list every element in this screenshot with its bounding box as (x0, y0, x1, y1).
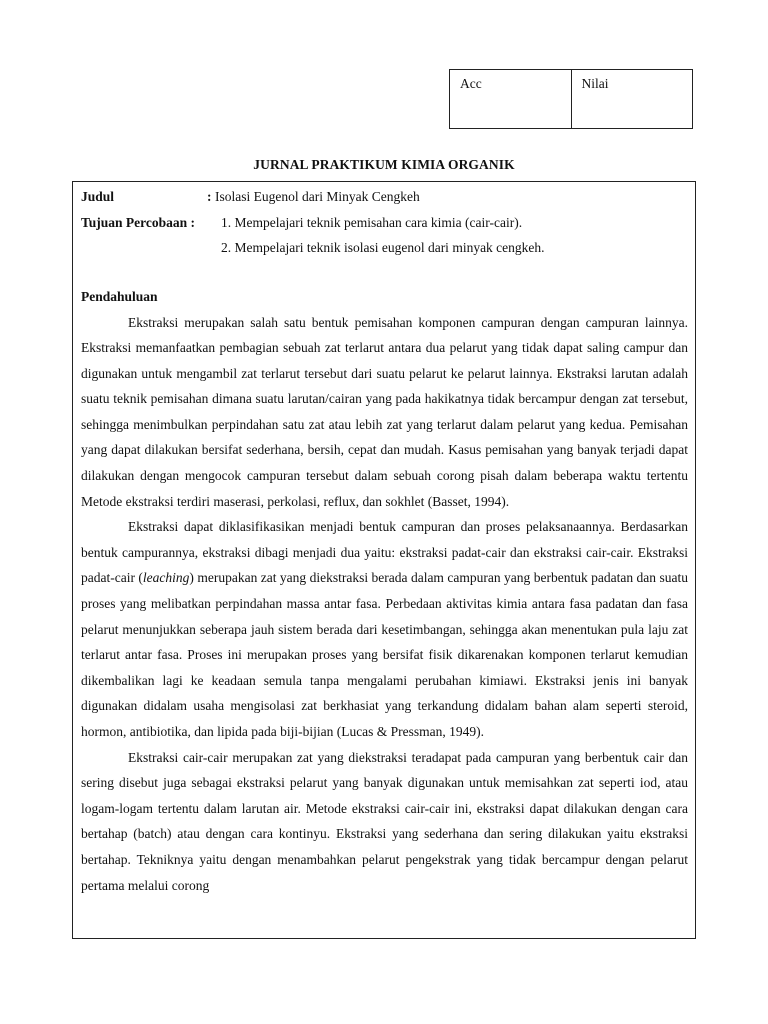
judul-label: Judul (81, 189, 115, 204)
tujuan-row-1 (81, 210, 688, 236)
tujuan-item-2: 2. Mempelajari teknik isolasi eugenol dari minyak cengkeh. (221, 240, 545, 255)
paragraph-2-part-2: ) merupakan zat yang diekstraksi berada dalam campuran yang berbentuk padatan dan suatu proses yang melibatkan perpindahan massa antar fasa. Perbedaan aktivitas kimia antara fasa padatan dan fasa pelarut menunjukkan seberapa jauh sistem berada dari kesetimbangan, sehingga akan menentukan pula laju zat terlarut antar fasa. Proses ini merupakan proses yang bersifat fisik dikarenakan komponen terlarut kemudian dikembalikan lagi ke keadaan semula tanpa mengalami perubahan kimiawi. Ekstraksi jenis ini banyak digunakan didalam usaha mengisolasi zat berkhasiat yang terkandung didalam bahan alam seperti steroid, hormon, antibiotika, dan lipida pada biji-bijian (Lucas & Pressman, 1949). (81, 570, 688, 739)
paragraph-2-part-1: Ekstraksi dapat diklasifikasikan menjadi bentuk campuran dan proses pelaksanaannya. Berdasarkan bentuk campurannya, ekstraksi dibagi menjadi dua yaitu: ekstraksi padat-cair dan ekstraksi cair-cair. Ekstraksi padat-cair ( (81, 519, 688, 586)
tujuan-label: Tujuan Percobaan : (81, 214, 196, 230)
journal-frame (72, 181, 696, 939)
approval-table (449, 69, 693, 129)
tujuan-item-1: 1. Mempelajari teknik pemisahan cara kimia (cair-cair). (221, 214, 523, 230)
judul-value: Isolasi Eugenol dari Minyak Cengkeh (215, 189, 420, 204)
paragraph-3: Ekstraksi cair-cair merupakan zat yang diekstraksi teradapat pada campuran yang berbentuk cair dan sering disebut juga sebagai ekstraksi pelarut yang banyak digunakan untuk memisahkan zat seperti iod, atau logam-logam tertentu dalam larutan air. Metode ekstraksi cair-cair ini, ekstraksi dapat dilakukan dengan cara bertahap (batch) atau dengan cara kontinyu. Ekstraksi yang sederhana dan sering dilakukan yaitu ekstraksi bertahap. Tekniknya yaitu dengan menambahkan pelarut pengekstrak yang tidak bercampur dengan pelarut pertama melalui corong (81, 749, 688, 893)
section-heading-pendahuluan: Pendahuluan (81, 288, 158, 304)
nilai-label: Nilai (581, 76, 609, 91)
nilai-cell (571, 70, 693, 128)
paragraph-2-italic-term: leaching (142, 570, 190, 586)
acc-cell (450, 70, 571, 128)
judul-row (81, 184, 688, 210)
paragraph-2 (81, 514, 688, 744)
judul-colon: : (207, 189, 212, 204)
tujuan-row-2 (81, 235, 688, 261)
journal-title: JURNAL PRAKTIKUM KIMIA ORGANIK (253, 157, 515, 172)
acc-label: Acc (460, 76, 482, 91)
paragraph-1: Ekstraksi merupakan salah satu bentuk pemisahan komponen campuran dengan campuran lainnya. Ekstraksi memanfaatkan pembagian sebuah zat terlarut antara dua pelarut yang tidak dapat saling campur dan digunakan untuk mengambil zat terlarut tersebut dari suatu pelarut ke pelarut lainnya. Ekstraksi larutan adalah suatu teknik pemisahan dimana suatu larutan/cairan yang pada hakikatnya tidak bercampur dengan zat tersebut, sehingga menimbulkan perpindahan satu zat atau lebih zat yang terlarut dalam pelarut yang kedua. Pemisahan yang dapat dilakukan bersifat sederhana, bersih, cepat dan mudah. Kasus pemisahan yang banyak terjadi dapat dilakukan dengan mengocok campuran tersebut dalam sebuah corong pisah dalam beberapa waktu tertentu Metode ekstraksi terdiri maserasi, perkolasi, reflux, dan sokhlet (Basset, 1994). (81, 314, 688, 509)
